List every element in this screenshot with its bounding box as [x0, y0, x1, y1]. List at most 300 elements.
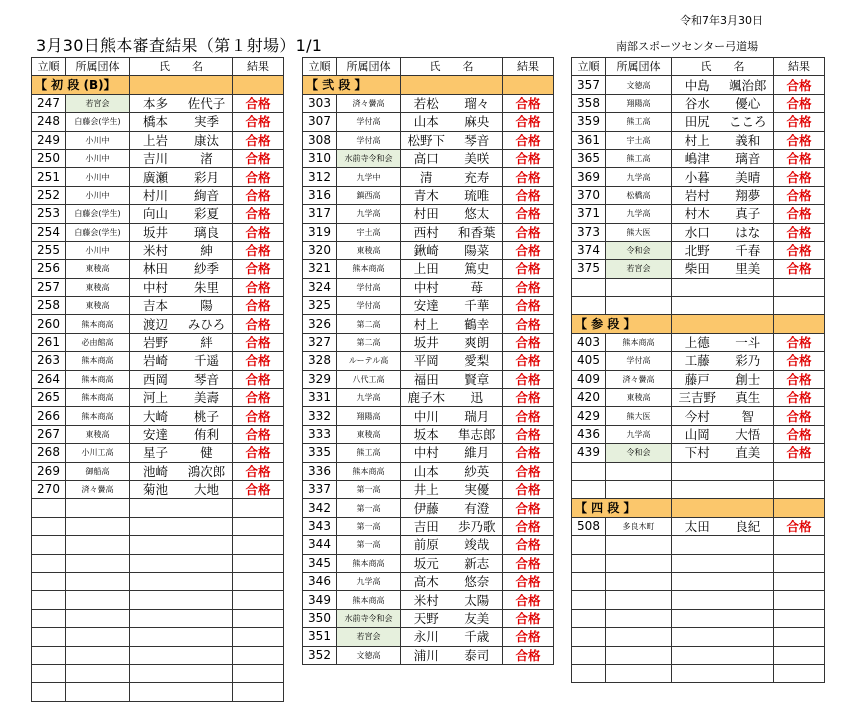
empty-cell: [774, 591, 825, 609]
empty-row: [32, 628, 284, 646]
entry-group: 熊工高: [337, 444, 401, 462]
last-name: 西岡: [142, 371, 168, 387]
entry-group: 小川中: [66, 186, 130, 204]
entry-group: 小川中: [66, 131, 130, 149]
last-name: 村上: [684, 132, 710, 148]
entry-number: 439: [572, 444, 606, 462]
entry-result: 合格: [503, 241, 554, 259]
empty-cell: [572, 554, 606, 572]
first-name: 璃音: [735, 151, 761, 167]
empty-cell: [672, 591, 774, 609]
entry-result: 合格: [503, 205, 554, 223]
entry-name: [401, 499, 503, 517]
header-name: 氏 名: [401, 58, 503, 76]
entry-result: 合格: [233, 241, 284, 259]
entry-number: 316: [303, 186, 337, 204]
table-row: [572, 223, 825, 241]
table-row: [572, 352, 825, 370]
last-name: 吉本: [142, 298, 168, 314]
entry-name: [130, 352, 233, 370]
first-name: 彩月: [193, 169, 219, 185]
empty-cell: [66, 591, 130, 609]
entry-result: 合格: [233, 480, 284, 498]
header-group: 所属団体: [606, 58, 672, 76]
entry-result: 合格: [774, 149, 825, 167]
table-row: [32, 94, 284, 112]
last-name: 大崎: [142, 408, 168, 424]
table-row: [303, 260, 554, 278]
entry-number: 327: [303, 333, 337, 351]
entry-name: [401, 646, 503, 664]
entry-name: [401, 168, 503, 186]
empty-cell: [233, 554, 284, 572]
last-name: 谷水: [684, 95, 710, 111]
entry-name: [130, 462, 233, 480]
first-name: 一斗: [735, 335, 761, 351]
entry-number: 358: [572, 94, 606, 112]
entry-group: 済々黌高: [606, 370, 672, 388]
entry-group: 九学高: [606, 205, 672, 223]
entry-group: 水前寺令和会: [337, 149, 401, 167]
entry-group: 第一高: [337, 517, 401, 535]
empty-cell: [233, 664, 284, 682]
last-name: 水口: [684, 224, 710, 240]
entry-name: [130, 333, 233, 351]
header-no: 立順: [32, 58, 66, 76]
entry-name: [130, 168, 233, 186]
entry-name: [672, 370, 774, 388]
first-name: 彩夏: [193, 206, 219, 222]
entry-result: 合格: [233, 205, 284, 223]
empty-cell: [774, 554, 825, 572]
first-name: 鴻次郎: [187, 463, 226, 479]
entry-name: [130, 113, 233, 131]
entry-number: 350: [303, 609, 337, 627]
header-group: 所属団体: [66, 58, 130, 76]
entry-group: ルーテル高: [337, 352, 401, 370]
entry-name: [401, 278, 503, 296]
entry-group: 文徳高: [606, 76, 672, 94]
table-row: [572, 149, 825, 167]
entry-result: 合格: [503, 131, 554, 149]
empty-cell: [774, 609, 825, 627]
last-name: 吉田: [413, 518, 439, 534]
last-name: 中村: [413, 279, 439, 295]
last-name: 坂本: [413, 427, 439, 442]
last-name: 三吉野: [678, 390, 716, 406]
last-name: 清: [419, 169, 433, 185]
entry-name: [130, 149, 233, 167]
entry-number: 263: [32, 352, 66, 370]
empty-row: [572, 591, 825, 609]
entry-result: 合格: [233, 94, 284, 112]
first-name: 陽: [200, 298, 213, 314]
entry-group: 九学高: [337, 205, 401, 223]
entry-group: 熊大医: [606, 223, 672, 241]
entry-number: 269: [32, 462, 66, 480]
entry-number: 405: [572, 352, 606, 370]
entry-number: 307: [303, 113, 337, 131]
entry-number: 320: [303, 241, 337, 259]
entry-group: 第二高: [337, 333, 401, 351]
section-fill: [401, 76, 503, 94]
entry-result: 合格: [503, 462, 554, 480]
entry-number: 328: [303, 352, 337, 370]
entry-number: 253: [32, 205, 66, 223]
header-result: 結果: [774, 58, 825, 76]
table-row: [572, 333, 825, 351]
entry-group: 文徳高: [337, 646, 401, 664]
empty-cell: [130, 609, 233, 627]
entry-number: 266: [32, 407, 66, 425]
first-name: 創士: [735, 371, 761, 387]
entry-result: 合格: [503, 609, 554, 627]
table-row: [572, 425, 825, 443]
first-name: 有澄: [464, 500, 490, 516]
table-header: [32, 58, 284, 76]
last-name: 太田: [684, 518, 710, 534]
entry-group: 小川中: [66, 149, 130, 167]
entry-group: 第一高: [337, 536, 401, 554]
section-fill: [672, 499, 774, 517]
empty-row: [572, 462, 825, 480]
entry-group: 熊本商高: [337, 462, 401, 480]
last-name: 坂元: [413, 555, 439, 571]
results-table-2: [302, 57, 554, 665]
entry-name: [672, 333, 774, 351]
entry-group: 若宮会: [606, 260, 672, 278]
last-name: 鍬崎: [413, 243, 439, 259]
entry-name: [401, 572, 503, 590]
empty-cell: [130, 664, 233, 682]
table-row: [32, 260, 284, 278]
table-row: [303, 480, 554, 498]
entry-name: [401, 554, 503, 572]
last-name: 井上: [413, 482, 439, 498]
entry-name: [401, 113, 503, 131]
table-row: [32, 462, 284, 480]
page-title: 3月30日熊本審査結果（第１射場）1/1: [36, 36, 323, 55]
first-name: 友美: [464, 610, 490, 626]
table-row: [303, 389, 554, 407]
table-row: [303, 646, 554, 664]
entry-group: 翔陽高: [606, 94, 672, 112]
first-name: 麻央: [464, 114, 490, 130]
empty-cell: [66, 536, 130, 554]
entry-name: [401, 297, 503, 315]
entry-number: 247: [32, 94, 66, 112]
first-name: 紗季: [193, 261, 219, 277]
last-name: 前原: [413, 537, 439, 553]
empty-cell: [32, 609, 66, 627]
table-row: [303, 572, 554, 590]
empty-cell: [66, 609, 130, 627]
first-name: 陽菜: [464, 243, 490, 259]
last-name: 岩村: [684, 187, 710, 203]
first-name: みひろ: [187, 316, 226, 332]
empty-cell: [32, 572, 66, 590]
entry-result: 合格: [503, 94, 554, 112]
entry-name: [401, 370, 503, 388]
last-name: 上田: [413, 261, 439, 277]
table-row: [303, 223, 554, 241]
empty-cell: [66, 499, 130, 517]
entry-result: 合格: [774, 205, 825, 223]
last-name: 平岡: [413, 353, 439, 369]
entry-name: [401, 462, 503, 480]
entry-number: 265: [32, 389, 66, 407]
entry-result: 合格: [774, 407, 825, 425]
table-row: [572, 517, 825, 535]
entry-number: 369: [572, 168, 606, 186]
empty-row: [32, 499, 284, 517]
table-row: [572, 389, 825, 407]
empty-cell: [233, 536, 284, 554]
empty-cell: [233, 683, 284, 701]
empty-cell: [233, 646, 284, 664]
entry-name: [130, 205, 233, 223]
empty-cell: [66, 683, 130, 701]
entry-group: 学付高: [337, 131, 401, 149]
first-name: 桃子: [193, 408, 219, 424]
last-name: 田尻: [684, 114, 710, 130]
last-name: 村田: [413, 206, 439, 222]
first-name: 篤史: [464, 261, 490, 277]
entry-name: [672, 260, 774, 278]
table-row: [303, 444, 554, 462]
entry-result: 合格: [503, 591, 554, 609]
entry-number: 325: [303, 297, 337, 315]
empty-cell: [572, 646, 606, 664]
entry-number: 357: [572, 76, 606, 94]
entry-result: 合格: [503, 444, 554, 462]
table-row: [572, 131, 825, 149]
empty-cell: [672, 628, 774, 646]
header-group: 所属団体: [337, 58, 401, 76]
empty-cell: [233, 572, 284, 590]
first-name: 琉唯: [464, 187, 490, 203]
entry-result: 合格: [774, 260, 825, 278]
empty-cell: [66, 646, 130, 664]
entry-result: 合格: [774, 131, 825, 149]
table-row: [572, 186, 825, 204]
empty-cell: [572, 572, 606, 590]
entry-number: 251: [32, 168, 66, 186]
entry-result: 合格: [774, 425, 825, 443]
table-row: [303, 609, 554, 627]
entry-group: 熊工高: [606, 149, 672, 167]
empty-cell: [606, 646, 672, 664]
entry-number: 403: [572, 333, 606, 351]
table-row: [303, 407, 554, 425]
last-name: 向山: [142, 206, 168, 222]
empty-cell: [130, 554, 233, 572]
empty-cell: [606, 278, 672, 296]
entry-result: 合格: [233, 223, 284, 241]
first-name: 大地: [193, 482, 219, 498]
first-name: 義和: [735, 132, 761, 148]
last-name: 坂井: [142, 224, 168, 240]
first-name: 璃良: [193, 224, 219, 240]
last-name: 福田: [413, 371, 439, 387]
entry-result: 合格: [233, 113, 284, 131]
entry-group: 熊本商高: [66, 352, 130, 370]
entry-number: 359: [572, 113, 606, 131]
entry-result: 合格: [503, 149, 554, 167]
last-name: 伊藤: [413, 500, 439, 516]
entry-name: [130, 278, 233, 296]
empty-cell: [130, 591, 233, 609]
last-name: 山岡: [684, 427, 710, 442]
entry-number: 252: [32, 186, 66, 204]
empty-cell: [130, 499, 233, 517]
header-no: 立順: [303, 58, 337, 76]
last-name: 中島: [684, 77, 710, 93]
last-name: 中川: [413, 408, 439, 424]
entry-number: 312: [303, 168, 337, 186]
entry-result: 合格: [774, 113, 825, 131]
empty-row: [572, 278, 825, 296]
empty-cell: [233, 591, 284, 609]
entry-result: 合格: [233, 333, 284, 351]
entry-group: 若宮会: [337, 628, 401, 646]
empty-cell: [32, 628, 66, 646]
table-row: [303, 536, 554, 554]
empty-cell: [32, 664, 66, 682]
first-name: 良紀: [735, 518, 761, 534]
first-name: 美咲: [464, 151, 490, 167]
table-row: [303, 168, 554, 186]
first-name: 千歳: [464, 629, 490, 645]
empty-cell: [66, 554, 130, 572]
last-name: 本多: [142, 95, 168, 111]
entry-group: 第二高: [337, 315, 401, 333]
first-name: 里美: [735, 261, 761, 277]
entry-group: 若宮会: [66, 94, 130, 112]
entry-number: 324: [303, 278, 337, 296]
entry-group: 熊本商高: [337, 591, 401, 609]
last-name: 今村: [684, 408, 710, 424]
table-row: [32, 444, 284, 462]
first-name: 美晴: [735, 169, 761, 185]
first-name: 千春: [735, 243, 761, 259]
entry-name: [672, 407, 774, 425]
entry-group: 九学高: [606, 168, 672, 186]
entry-name: [401, 425, 503, 443]
first-name: 鶴幸: [464, 316, 490, 332]
last-name: 安達: [142, 427, 168, 442]
empty-row: [32, 572, 284, 590]
empty-cell: [606, 536, 672, 554]
entry-group: 令和会: [606, 444, 672, 462]
last-name: 小暮: [684, 169, 710, 185]
entry-name: [130, 389, 233, 407]
results-table-3: [571, 57, 825, 683]
entry-group: 松橋高: [606, 186, 672, 204]
empty-cell: [672, 480, 774, 498]
last-name: 渡辺: [142, 316, 168, 332]
empty-cell: [606, 297, 672, 315]
first-name: 千遥: [193, 353, 219, 369]
empty-cell: [572, 278, 606, 296]
section-label: 【 参 段 】: [572, 315, 672, 333]
table-row: [32, 389, 284, 407]
table-row: [303, 205, 554, 223]
entry-group: 熊工高: [606, 113, 672, 131]
last-name: 米村: [142, 243, 168, 259]
table-row: [32, 370, 284, 388]
entry-name: [130, 425, 233, 443]
entry-name: [130, 131, 233, 149]
entry-number: 335: [303, 444, 337, 462]
entry-number: 336: [303, 462, 337, 480]
entry-group: 九学高: [337, 572, 401, 590]
empty-row: [572, 554, 825, 572]
entry-result: 合格: [774, 241, 825, 259]
entry-number: 326: [303, 315, 337, 333]
last-name: 吉川: [142, 151, 168, 167]
entry-result: 合格: [503, 186, 554, 204]
entry-number: 352: [303, 646, 337, 664]
empty-row: [572, 297, 825, 315]
entry-number: 270: [32, 480, 66, 498]
entry-result: 合格: [233, 297, 284, 315]
entry-group: 小川中: [66, 241, 130, 259]
first-name: はな: [735, 224, 761, 240]
first-name: 瑠々: [464, 95, 490, 111]
first-name: 優心: [735, 95, 761, 111]
empty-cell: [606, 628, 672, 646]
entry-group: 学付高: [606, 352, 672, 370]
entry-group: 熊本商高: [606, 333, 672, 351]
table-row: [32, 241, 284, 259]
entry-result: 合格: [503, 517, 554, 535]
entry-name: [672, 444, 774, 462]
last-name: 青木: [413, 187, 439, 203]
entry-group: 東稜高: [337, 241, 401, 259]
empty-cell: [32, 591, 66, 609]
entry-group: 東稜高: [66, 425, 130, 443]
entry-name: [401, 352, 503, 370]
entry-name: [401, 517, 503, 535]
first-name: 朱里: [193, 279, 219, 295]
entry-group: 鎮西高: [337, 186, 401, 204]
table-row: [303, 499, 554, 517]
entry-number: 351: [303, 628, 337, 646]
empty-cell: [32, 499, 66, 517]
section-header: [572, 315, 825, 333]
entry-group: 白藤会(学生): [66, 205, 130, 223]
last-name: 村上: [413, 316, 439, 332]
first-name: 琴音: [464, 132, 490, 148]
empty-cell: [606, 462, 672, 480]
first-name: 維月: [464, 445, 490, 461]
header-result: 結果: [233, 58, 284, 76]
entry-name: [130, 223, 233, 241]
entry-result: 合格: [774, 370, 825, 388]
entry-result: 合格: [503, 223, 554, 241]
empty-cell: [606, 554, 672, 572]
entry-name: [672, 94, 774, 112]
empty-cell: [606, 664, 672, 682]
first-name: 紗英: [464, 463, 490, 479]
entry-result: 合格: [774, 186, 825, 204]
entry-result: 合格: [503, 278, 554, 296]
entry-number: 267: [32, 425, 66, 443]
entry-result: 合格: [233, 462, 284, 480]
empty-cell: [66, 572, 130, 590]
empty-cell: [572, 536, 606, 554]
